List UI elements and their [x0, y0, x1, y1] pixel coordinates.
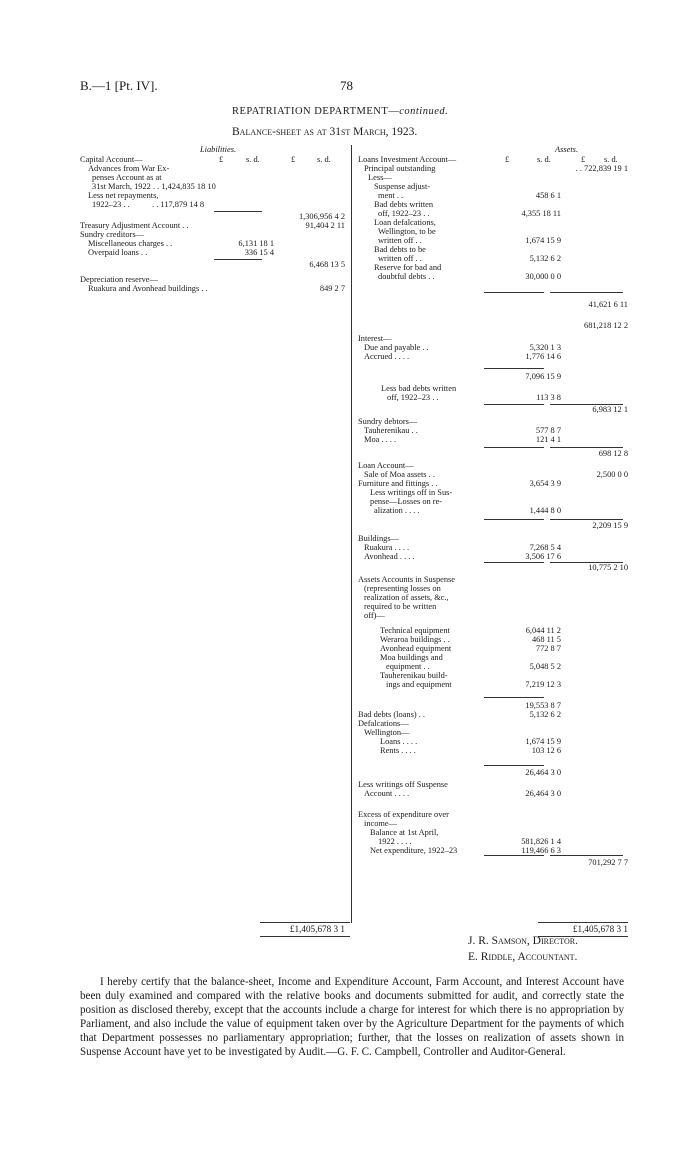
asset-amount: 3,654 3 9	[529, 479, 561, 488]
asset-line: Loans . . . .	[380, 737, 418, 746]
asset-amount: 3,506 17 6	[525, 552, 561, 561]
asset-amount: 5,048 5 2	[529, 662, 561, 671]
asset-line: Rents . . . .	[380, 746, 416, 755]
rule	[550, 447, 623, 448]
col-head-sd: s. d.	[537, 155, 551, 164]
column-divider	[351, 145, 352, 923]
rule	[550, 292, 623, 293]
asset-line: Less writings off in Sus-	[370, 488, 453, 497]
asset-line: Furniture and fittings . .	[358, 479, 438, 488]
asset-line: Wellington—	[364, 728, 410, 737]
liab-amount: 91,404 2 11	[305, 221, 345, 230]
rule	[484, 697, 544, 698]
asset-line: Buildings—	[358, 534, 399, 543]
asset-line: Tauherenikau . .	[364, 426, 418, 435]
asset-amount: 1,444 8 0	[529, 506, 561, 515]
signature-director	[468, 935, 578, 947]
asset-line: Sale of Moa assets . .	[364, 470, 435, 479]
liab-amount: 6,131 18 1	[238, 239, 274, 248]
asset-amount: 5,132 6 2	[529, 254, 561, 263]
asset-line: Due and payable . .	[364, 343, 429, 352]
rule	[550, 562, 623, 563]
asset-line: equipment . .	[386, 662, 430, 671]
asset-line: Loans Investment Account—	[358, 155, 457, 164]
page-reference: B.—1 [Pt. IV].	[80, 78, 158, 93]
asset-amount: 2,209 15 9	[592, 521, 628, 530]
col-head-sd2: s. d.	[604, 155, 618, 164]
col-head-pound2: £	[581, 155, 586, 164]
asset-amount: 113 3 8	[536, 393, 561, 402]
asset-line: Sundry debtors—	[358, 417, 418, 426]
asset-amount: 26,464 3 0	[525, 768, 561, 777]
asset-amount: 772 8 7	[535, 644, 561, 653]
asset-amount: 468 11 5	[531, 635, 561, 644]
col-head-pound: £	[505, 155, 510, 164]
rule	[484, 368, 544, 369]
rule	[550, 855, 623, 856]
asset-line: Less bad debts written	[381, 384, 457, 393]
asset-line: Reserve for bad and	[374, 263, 442, 272]
liab-line: 1922–23 . .	[92, 200, 130, 209]
rule	[550, 519, 623, 520]
asset-amount: 701,292 7 7	[588, 858, 628, 867]
asset-amount: 6,044 11 2	[525, 626, 561, 635]
assets-total: £1,405,678 3 1	[572, 924, 628, 934]
asset-amount: 1,776 14 6	[525, 352, 561, 361]
asset-amount: 41,621 6 11	[588, 300, 628, 309]
asset-line: Defalcations—	[358, 719, 409, 728]
asset-line: alization . . . .	[374, 506, 420, 515]
asset-line: Assets Accounts in Suspense	[358, 575, 456, 584]
rule	[484, 519, 544, 520]
rule	[260, 936, 350, 937]
liabilities-total: £1,405,678 3 1	[289, 924, 345, 934]
asset-line: Accrued . . . .	[364, 352, 410, 361]
asset-line: Less—	[368, 173, 392, 182]
rule	[484, 562, 544, 563]
asset-line: income—	[364, 819, 398, 828]
title-continued: continued.	[399, 106, 449, 117]
asset-line: Loan Account—	[358, 461, 414, 470]
asset-amount: 1,674 15 9	[525, 737, 561, 746]
liab-amount: 1,306,956 4 2	[298, 212, 345, 221]
audit-certificate: I hereby certify that the balance-sheet, Income and Expenditure Account, Farm Account, and Interest Account have been duly examined and compared with the relative books and documents submitted for audit, and correctly state the position as disclosed thereby, except that the accounts include a charge for interest for which there is no appropriation by Parliament, and also include the value of equipment taken over by the Agriculture Department for the payments of which that Department possesses no parliamentary appropriation; further, that the losses on realization of assets shown in Suspense Account have yet to be investigated by Audit.—G. F. C. Campbell, Controller and Auditor-General.	[80, 976, 624, 1058]
asset-amount: 458 6 1	[535, 191, 561, 200]
asset-amount: . . 722,839 19 1	[575, 164, 628, 173]
liabilities-heading: Liabilities.	[200, 145, 237, 154]
rule	[214, 259, 262, 260]
page-subtitle: Balance-sheet as at 31st March, 1923.	[232, 126, 418, 138]
asset-amount: 698 12 8	[598, 449, 628, 458]
liab-line: penses Account as at	[92, 173, 162, 182]
asset-line: Technical equipment	[380, 626, 450, 635]
asset-line: pense—Losses on re-	[370, 497, 443, 506]
asset-amount: 121 4 1	[535, 435, 561, 444]
asset-line: Tauherenikau build-	[380, 671, 448, 680]
asset-amount: 6,983 12 1	[592, 405, 628, 414]
liab-amount: 6,468 13 5	[309, 260, 345, 269]
asset-line: Interest—	[358, 334, 392, 343]
asset-line: off)—	[364, 611, 385, 620]
asset-line: Bad debts written	[374, 200, 434, 209]
asset-amount: 119,466 6 3	[521, 846, 561, 855]
rule	[484, 404, 544, 405]
asset-line: Bad debts (loans) . .	[358, 710, 425, 719]
asset-amount: 30,000 0 0	[525, 272, 561, 281]
asset-amount: 5,132 6 2	[529, 710, 561, 719]
rule	[484, 447, 544, 448]
asset-line: Less writings off Suspense	[358, 780, 448, 789]
rule	[538, 922, 628, 923]
liab-line: Ruakura and Avonhead buildings . .	[88, 284, 208, 293]
rule	[260, 922, 350, 923]
asset-line: realization of assets, &c.,	[364, 593, 449, 602]
col-head-sd: s. d.	[246, 155, 260, 164]
asset-line: doubtful debts . .	[378, 272, 435, 281]
liab-line: Treasury Adjustment Account . .	[80, 221, 189, 230]
page-title	[232, 106, 448, 117]
asset-line: Excess of expenditure over	[358, 810, 449, 819]
asset-line: 1922 . . . .	[378, 837, 412, 846]
asset-line: written off . .	[378, 236, 422, 245]
rule	[484, 292, 544, 293]
liab-line: . . 117,879 14 8	[152, 200, 205, 209]
rule	[484, 765, 544, 766]
col-head-pound: £	[219, 155, 224, 164]
signature-accountant-text: E. Riddle, Accountant.	[468, 951, 578, 963]
asset-line: required to be written	[364, 602, 437, 611]
asset-line: Bad debts to be	[374, 245, 426, 254]
title-main: REPATRIATION DEPARTMENT—	[232, 106, 400, 117]
asset-line: Avonhead equipment	[380, 644, 452, 653]
asset-line: Balance at 1st April,	[370, 828, 439, 837]
asset-line: Account . . . .	[364, 789, 410, 798]
liab-line: Depreciation reserve—	[80, 275, 158, 284]
signature-accountant	[468, 951, 577, 963]
rule	[550, 404, 623, 405]
liab-amount: 849 2 7	[319, 284, 345, 293]
liab-line: Advances from War Ex-	[88, 164, 170, 173]
rule	[214, 211, 262, 212]
rule	[484, 855, 544, 856]
asset-line: Loan defalcations,	[374, 218, 436, 227]
asset-line: Weraroa buildings . .	[380, 635, 450, 644]
asset-line: Wellington, to be	[378, 227, 436, 236]
page-number: 78	[340, 78, 353, 93]
asset-amount: 7,219 12 3	[525, 680, 561, 689]
liab-line: Overpaid loans . .	[88, 248, 148, 257]
asset-amount: 2,500 0 0	[596, 470, 628, 479]
col-head-pound2: £	[291, 155, 296, 164]
asset-line: off, 1922–23 . .	[378, 209, 430, 218]
liab-line: Less net repayments,	[88, 191, 159, 200]
liab-line: 31st March, 1922 . . 1,424,835 18 10	[92, 182, 216, 191]
asset-amount: 7,096 15 9	[525, 372, 561, 381]
col-head-sd2: s. d.	[317, 155, 331, 164]
asset-line: Principal outstanding	[364, 164, 436, 173]
liab-line: Sundry creditors—	[80, 230, 144, 239]
assets-heading: Assets.	[555, 145, 579, 154]
signature-director-text: J. R. Samson, Director.	[468, 935, 578, 947]
asset-amount: 26,464 3 0	[525, 789, 561, 798]
asset-line: Avonhead . . . .	[364, 552, 415, 561]
asset-amount: 4,355 18 11	[521, 209, 561, 218]
asset-amount: 681,218 12 2	[584, 321, 628, 330]
asset-line: Ruakura . . . .	[364, 543, 410, 552]
asset-line: off, 1922–23 . .	[387, 393, 439, 402]
asset-line: ings and equipment	[386, 680, 452, 689]
liab-line: Miscellaneous charges . .	[88, 239, 173, 248]
asset-amount: 19,553 8 7	[525, 701, 561, 710]
asset-amount: 1,674 15 9	[525, 236, 561, 245]
asset-line: (representing losses on	[364, 584, 441, 593]
asset-amount: 7,268 5 4	[529, 543, 561, 552]
asset-amount: 577 8 7	[535, 426, 561, 435]
asset-line: ment . .	[378, 191, 404, 200]
asset-amount: 103 12 6	[531, 746, 561, 755]
asset-line: written off . .	[378, 254, 422, 263]
asset-amount: 10,775 2 10	[588, 563, 628, 572]
asset-line: Net expenditure, 1922–23	[370, 846, 458, 855]
liab-amount: 336 15 4	[244, 248, 274, 257]
asset-line: Suspense adjust-	[374, 182, 431, 191]
asset-amount: 5,320 1 3	[529, 343, 561, 352]
asset-amount: 581,826 1 4	[521, 837, 561, 846]
asset-line: Moa buildings and	[380, 653, 443, 662]
asset-line: Moa . . . .	[364, 435, 397, 444]
liab-line: Capital Account—	[80, 155, 143, 164]
